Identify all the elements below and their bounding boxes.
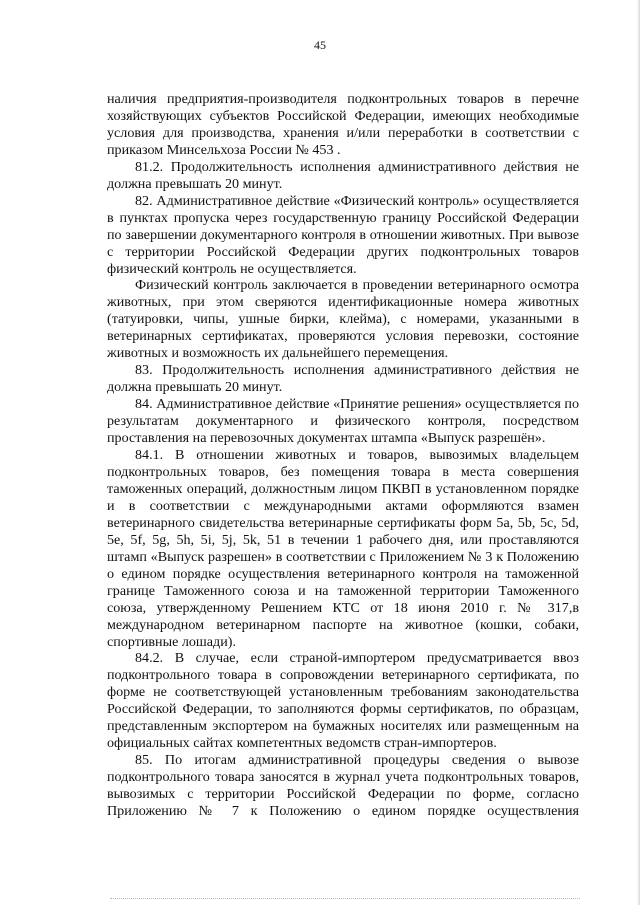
paragraph-83: 83. Продолжительность исполнения административного действия не должна превышать 20 минут. <box>107 362 579 396</box>
paragraph-82: 82. Административное действие «Физический контроль» осуществляется в пунктах пропуска через государственную границу Российской Федерации по завершении документарного контроля в отношении животных. При вывозе с территории Российской Федерации других подконтрольных товаров физический контроль не осуществляется. <box>107 192 579 277</box>
paragraph-84-2: 84.2. В случае, если страной-импортером предусматривается ввоз подконтрольного товара в сопровождении ветеринарного сертификата, по форме не соответствующей установленным требованиям законодательства Российской Федерации, то заполняются формы сертификатов, по образцам, представленным экспортером на бумажных носителях или размещенным на официальных сайтах компетентных ведомств стран-импортеров. <box>107 650 579 752</box>
paragraph-84-1: 84.1. В отношении животных и товаров, вывозимых владельцем подконтрольных товаров, без помещения товара в места совершения таможенных операций, должностным лицом ПКВП в установленном порядке и в соответствии с международными актами оформляются взамен ветеринарного свидетельства ветеринарные сертификаты форм 5a, 5b, 5c, 5d, 5e, 5f, 5g, 5h, 5i, 5j, 5k, 51 в течении 1 рабочего дня, или проставляются штамп «Выпуск разрешен» в соответствии с Приложением № 3 к Положению о едином порядке осуществления ветеринарного контроля на таможенной границе Таможенного союза и на таможенной территории Таможенного союза, утвержденному Решением КТС от 18 июня 2010 г. № 317,в международном ветеринарном паспорте на животное (кошки, собаки, спортивные лошади). <box>107 447 579 650</box>
paragraph-continuation: наличия предприятия-производителя подконтрольных товаров в перечне хозяйствующих субъектов Российской Федерации, имеющих необходимые условия для производства, хранения и/или переработки в соответствии с приказом Минсельхоза России № 453 . <box>107 91 579 158</box>
paragraph-85: 85. По итогам административной процедуры сведения о вывозе подконтрольного товара заносятся в журнал учета подконтрольных товаров, вывозимых с территории Российской Федерации по форме, согласно Приложению № 7 к Положению о едином порядке осуществления <box>107 752 579 820</box>
paragraph-84: 84. Административное действие «Принятие решения» осуществляется по результатам документарного и физического контроля, посредством проставления на перевозочных документах штампа «Выпуск разрешён». <box>107 396 579 447</box>
paragraph-81-2: 81.2. Продолжительность исполнения административного действия не должна превышать 20 минут. <box>107 158 579 192</box>
page-body <box>107 91 579 820</box>
page-number: 45 <box>314 38 326 52</box>
scan-artifact-dots <box>110 898 580 900</box>
paragraph-physical-control: Физический контроль заключается в проведении ветеринарного осмотра животных, при этом сверяются идентификационные номера животных (татуировки, чипы, ушные бирки, клейма), с номерами, указанными в ветеринарных сертификатах, проверяются условия перевозки, состояние животных и возможность их дальнейшего перемещения. <box>107 277 579 362</box>
